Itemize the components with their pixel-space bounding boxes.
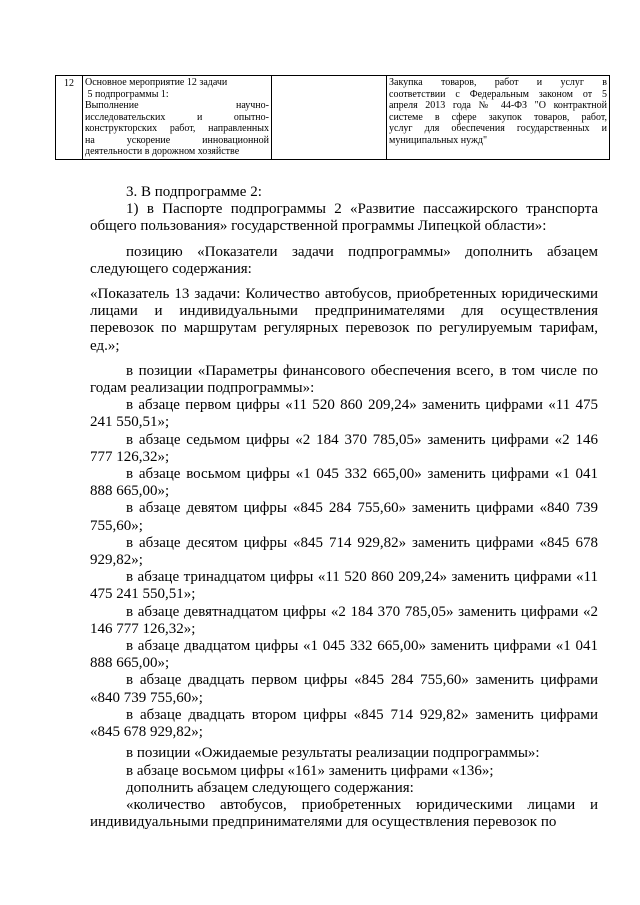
paragraph: в абзаце двадцать втором цифры «845 714 929,82» заменить цифрами «845 678 929,82»; — [90, 706, 598, 741]
description-line: Закупка товаров, работ и услуг в — [389, 77, 607, 88]
table-row — [56, 76, 610, 160]
event-line: на ускорение инновационной — [85, 134, 269, 146]
paragraph: 1) в Паспорте подпрограммы 2 «Развитие пассажирского транспорта общего пользования» государственной программы Липецкой области»: — [90, 201, 598, 235]
paragraph: в абзаце десятом цифры «845 714 929,82» заменить цифрами «845 678 929,82»; — [90, 534, 598, 569]
event-line: Основное мероприятие 12 задачи — [85, 77, 228, 88]
event-line: 5 подпрограммы 1: — [85, 88, 169, 100]
event-cell — [83, 76, 272, 160]
document-body — [90, 184, 598, 831]
row-number-cell: 12 — [56, 76, 83, 160]
description-line: апреля 2013 года № 44-ФЗ "О контрактной — [389, 100, 607, 111]
empty-cell — [272, 76, 387, 160]
paragraph: в абзаце седьмом цифры «2 184 370 785,05» заменить цифрами «2 146 777 126,32»; — [90, 431, 598, 465]
description-line: муниципальных нужд" — [389, 134, 488, 146]
paragraph: в абзаце восьмом цифры «161» заменить цифрами «136»; — [126, 762, 494, 779]
event-line: исследовательских и опытно- — [85, 111, 269, 123]
description-cell — [387, 76, 610, 160]
paragraph: позицию «Показатели задачи подпрограммы» дополнить абзацем следующего содержания: — [90, 243, 598, 277]
paragraph: дополнить абзацем следующего содержания: — [126, 779, 414, 796]
description-line: соответствии с Федеральным законом от 5 — [389, 88, 607, 100]
event-line: деятельности в дорожном хозяйстве — [85, 146, 240, 157]
paragraph: в позиции «Параметры финансового обеспечения всего, в том числе по годам реализации подпрограммы»: — [90, 362, 598, 397]
paragraph: в абзаце двадцатом цифры «1 045 332 665,00» заменить цифрами «1 041 888 665,00»; — [90, 638, 598, 672]
paragraph: «количество автобусов, приобретенных юридическими лицами и индивидуальными предпринимателями для осуществления перевозок по — [90, 796, 598, 831]
paragraph: в абзаце тринадцатом цифры «11 520 860 209,24» заменить цифрами «11 475 241 550,51»; — [90, 569, 598, 603]
paragraph: в абзаце первом цифры «11 520 860 209,24» заменить цифрами «11 475 241 550,51»; — [90, 397, 598, 431]
program-table — [55, 75, 610, 160]
paragraph: в абзаце девятом цифры «845 284 755,60» заменить цифрами «840 739 755,60»; — [90, 500, 598, 534]
event-line: конструкторских работ, направленных — [85, 123, 269, 134]
paragraph: в абзаце девятнадцатом цифры «2 184 370 785,05» заменить цифрами «2 146 777 126,32»; — [90, 603, 598, 637]
description-line: услуг для обеспечения государственных и — [389, 123, 607, 134]
paragraph: в позиции «Ожидаемые результаты реализации подпрограммы»: — [126, 745, 540, 762]
paragraph: 3. В подпрограмме 2: — [126, 184, 262, 200]
paragraph: в абзаце восьмом цифры «1 045 332 665,00» заменить цифрами «1 041 888 665,00»; — [90, 466, 598, 500]
description-line: системе в сфере закупок товаров, работ, — [389, 111, 607, 123]
paragraph: в абзаце двадцать первом цифры «845 284 755,60» заменить цифрами «840 739 755,60»; — [90, 672, 598, 706]
paragraph: «Показатель 13 задачи: Количество автобусов, приобретенных юридическими лицами и индивидуальными предпринимателями для осуществления перевозок по маршрутам регулярных перевозок по регулируемым тарифам, ед.»; — [90, 286, 598, 354]
event-line-text: Выполнение научно- — [85, 100, 269, 111]
event-line — [85, 100, 269, 112]
